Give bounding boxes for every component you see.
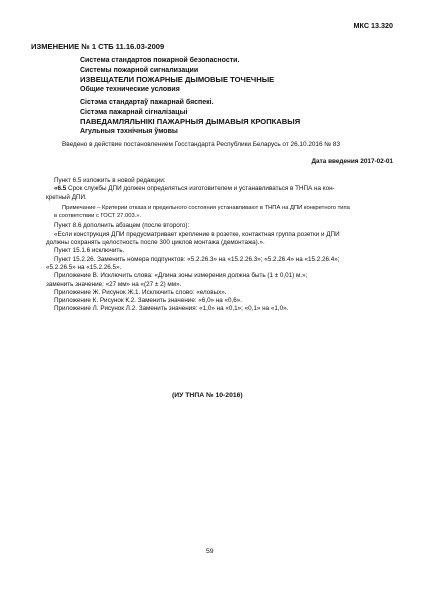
effective-date: Дата введения 2017-02-01 [311, 158, 393, 165]
title-ru-line-3: ИЗВЕЩАТЕЛИ ПОЖАРНЫЕ ДЫМОВЫЕ ТОЧЕЧНЫЕ [80, 75, 275, 85]
appendix-k-change: Приложение К. Рисунок К.2. Заменить значение: «6,0» на «0,6». [54, 297, 243, 305]
appendix-l-change: Приложение Л. Рисунок Л.2. Заменить значения: «1,0» на «0,1»; «0,1» на «1,0». [54, 305, 289, 313]
paragraph-6-5-heading: Пункт 6.5 изложить в новой редакции: [54, 177, 166, 184]
mks-code: МКС 13.320 [353, 21, 393, 30]
paragraph-15-2-26: Пункт 15.2.26. Заменить номера подпунктов: «5.2.26.3» на «15.2.26.3»; «5.2.26.4» на «15.2.26.4»; [54, 255, 340, 263]
title-ru-line-2: Системы пожарной сигнализации [80, 66, 199, 74]
amendment-body [46, 177, 394, 314]
title-by-line-2: Сістэма пажарнай сігналізацыі [80, 108, 188, 116]
introduction-statement: Введено в действие постановлением Госстандарта Республики Беларусь от 26.10.2016 № 83 [62, 141, 341, 148]
appendix-v-change: Приложение В. Исключить слова: «Длина зоны измерения должна быть (1 ± 0,01) м.»; [54, 272, 308, 280]
title-block-russian [80, 56, 400, 94]
paragraph-6-5-continuation: кретный ДПИ. [46, 193, 87, 201]
note-line-1: Примечание – Критерии отказа и предельного состояния устанавливают в ТНПА на ДПИ конкретного типа [62, 204, 350, 211]
clause-number: «6.5 [54, 185, 67, 193]
paragraph-15-1-6: Пункт 15.1.6 исключить. [54, 247, 125, 255]
title-by-line-3: ПАВЕДАМЛЯЛЬНІКІ ПАЖАРНЫЯ ДЫМАВЫЯ КРОПКАВЫЯ [80, 117, 301, 127]
document-title: ИЗМЕНЕНИЕ № 1 СТБ 11.16.03-2009 [31, 42, 165, 51]
paragraph-6-5-text [54, 185, 394, 193]
paragraph-15-2-26-continuation: «5.2.26.5» на «15.2.26.5». [46, 263, 122, 271]
paragraph-8-6-text: «Если конструкция ДПИ предусматривает крепление в розетке, контактная группа розетки и ДПИ [54, 230, 340, 238]
title-by-line-4: Агульныя тэхнічныя ўмовы [80, 127, 178, 135]
note-line-2: в соответствии с ГОСТ 27.003.». [54, 213, 142, 220]
paragraph-8-6-heading: Пункт 8.6 дополнить абзацем (после второго): [54, 222, 190, 230]
title-block-belarusian [80, 98, 400, 136]
iu-tnpa-reference: (ИУ ТНПА № 10-2016) [172, 392, 243, 399]
appendix-v-change-continuation: заменить значение: «27 мм» на «(27 ± 2) мм». [46, 280, 182, 288]
title-ru-line-1: Система стандартов пожарной безопасности. [80, 57, 240, 64]
clause-text: Срок службы ДПИ должен определяться изготовителем и устанавливаться в ТНПА на кон- [66, 185, 335, 193]
title-ru-line-4: Общие технические условия [80, 85, 180, 93]
appendix-zh-change: Приложение Ж. Рисунок Ж.1. Исключить слово: «еловых». [54, 288, 227, 296]
title-by-line-1: Сістэма стандартаў пажарнай бяспекі. [80, 99, 214, 106]
page-number: 59 [206, 548, 214, 555]
paragraph-8-6-continuation: должны сохранять целостность после 300 циклов монтажа (демонтажа).». [46, 239, 265, 247]
